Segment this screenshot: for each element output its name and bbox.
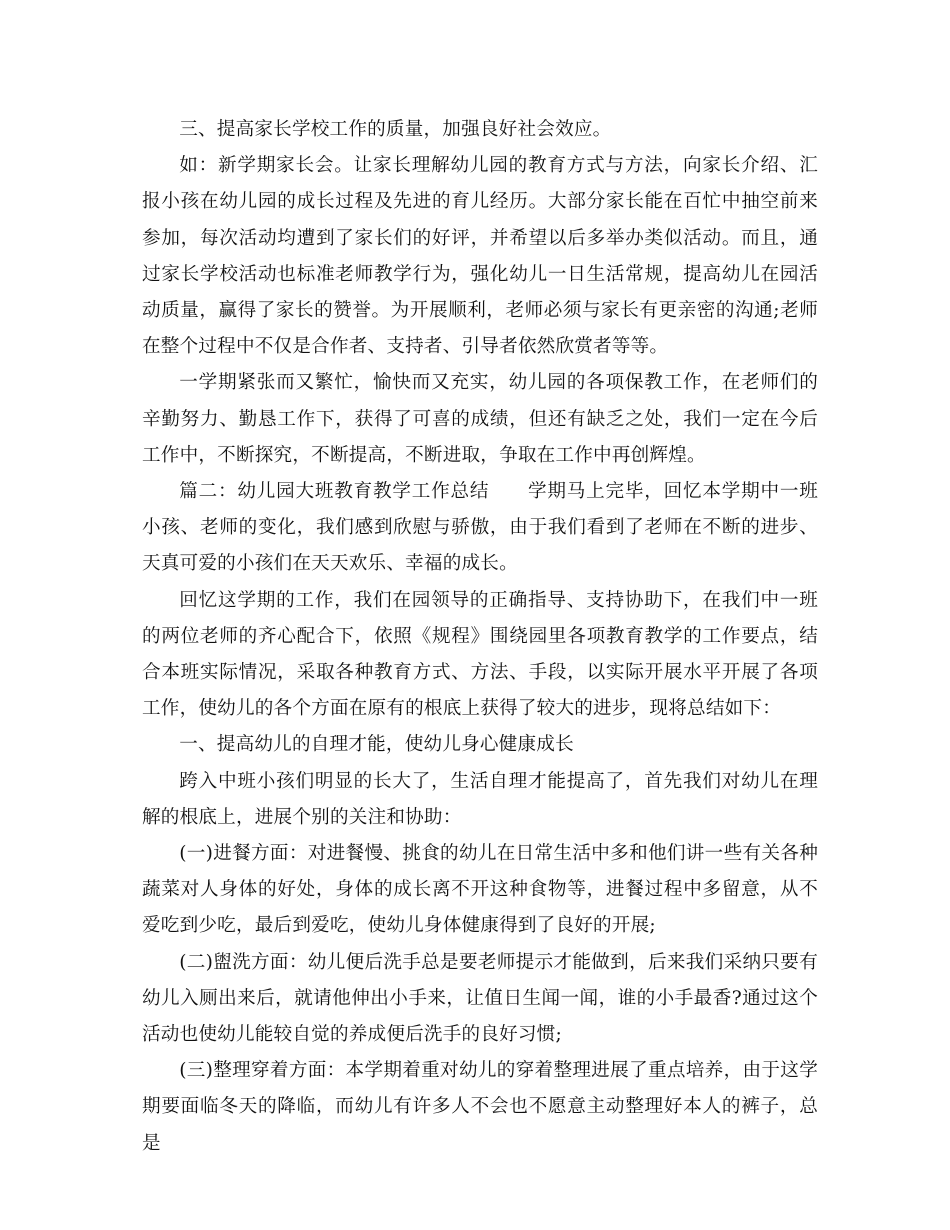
paragraph-eating: (一)进餐方面：对进餐慢、挑食的幼儿在日常生活中多和他们讲一些有关各种蔬菜对人身体的好处，身体的成长离不开这种食物等，进餐过程中多留意，从不爱吃到少吃，最后到爱吃，使幼儿身体健康得到了良好的开展; [142, 843, 818, 937]
paragraph-washing: (二)盥洗方面：幼儿便后洗手总是要老师提示才能做到，后来我们采纳只要有幼儿入厕出来后，就请他伸出小手来，让值日生闻一闻，谁的小手最香?通过这个活动也使幼儿能较自觉的养成便后洗手的良好习惯; [142, 951, 818, 1046]
paragraph-review-work: 回忆这学期的工作，我们在园领导的正确指导、支持协助下，在我们中一班的两位老师的齐心配合下，依照《规程》围绕园里各项教育教学的工作要点，结合本班实际情况，采取各种教育方式、方法、手段，以实际开展水平开展了各项工作，使幼儿的各个方面在原有的根底上获得了较大的进步，现将总结如下： [142, 589, 818, 720]
paragraph-self-care-intro: 跨入中班小孩们明显的长大了，生活自理才能提高了，首先我们对幼儿在理解的根底上，进展个别的关注和协助： [142, 770, 818, 828]
paragraph-dressing: (三)整理穿着方面：本学期着重对幼儿的穿着整理进展了重点培养，由于这学期要面临冬天的降临，而幼儿有许多人不会也不愿意主动整理好本人的裤子，总是 [142, 1060, 818, 1154]
paragraph-semester-summary: 一学期紧张而又繁忙，愉快而又充实，幼儿园的各项保教工作，在老师们的辛勤努力、勤恳工作下，获得了可喜的成绩，但还有缺乏之处，我们一定在今后工作中，不断探究，不断提高，不断进取，争取在工作中再创辉煌。 [142, 372, 818, 466]
paragraph-part-two-intro: 篇二：幼儿园大班教育教学工作总结 学期马上完毕，回忆本学期中一班小孩、老师的变化，我们感到欣慰与骄傲，由于我们看到了老师在不断的进步、天真可爱的小孩们在天天欢乐、幸福的成长。 [142, 481, 818, 575]
paragraph-section-three-heading: 三、提高家长学校工作的质量，加强良好社会效应。 [179, 119, 612, 140]
paragraph-parent-meeting: 如：新学期家长会。让家长理解幼儿园的教育方式与方法，向家长介绍、汇报小孩在幼儿园的成长过程及先进的育儿经历。大部分家长能在百忙中抽空前来参加，每次活动均遭到了家长们的好评，并希望以后多举办类似活动。而且，通过家长学校活动也标准老师教学行为，强化幼儿一日生活常规，提高幼儿在园活动质量，赢得了家长的赞誉。为开展顺利，老师必须与家长有更亲密的沟通;老师在整个过程中不仅是合作者、支持者、引导者依然欣赏者等等。 [142, 155, 818, 358]
document-body [142, 112, 818, 1162]
paragraph-section-one-heading: 一、提高幼儿的自理才能，使幼儿身心健康成长 [179, 734, 574, 756]
